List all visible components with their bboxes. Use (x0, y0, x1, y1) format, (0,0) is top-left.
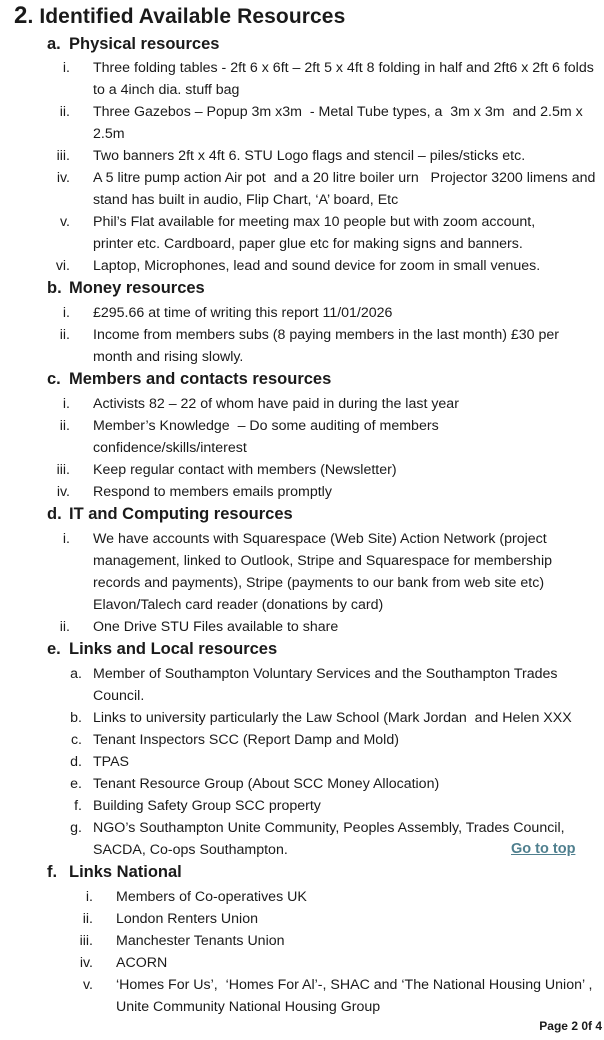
heading-number: 2 (14, 2, 28, 29)
page-number: Page 2 0f 4 (539, 1019, 602, 1033)
page-title (14, 2, 345, 30)
section-heading-physical: a. Physical resources (47, 35, 220, 53)
section-heading-money: b. Money resources (47, 279, 205, 297)
heading-title: . Identified Available Resources (27, 5, 346, 28)
section-heading-national-links: f. Links National (47, 863, 182, 881)
section-heading-members: c. Members and contacts resources (47, 370, 332, 388)
section-heading-it: d. IT and Computing resources (47, 505, 293, 523)
go-to-top-link[interactable]: Go to top (511, 841, 576, 857)
document-page: 2. Identified Available Resources a. Physical resources i. Three folding tables - 2ft 6 x 6ft – 2ft 5 x 4ft 8 folding in half and 2ft6 x 2ft 6 folds to a 4inch dia. stuff bag ii. Three Gazebos – Popup 3m x3m - Metal Tube types, a 3m x 3m and 2.5m x 2.5m iii. Two banners 2ft x 4ft 6. STU Logo flags and stencil – piles/sticks etc. iv. A 5 litre pump action Air pot and a 20 litre boiler urn Projector 3200 limens and stand has built in audio, Flip Chart, ‘A’ board, Etc v. Phil’s Flat available for meeting max 10 people but with zoom account, printer etc. Cardboard, paper glue etc for making signs and banners. vi. Laptop, Microphones, lead and sound device for zoom in small venues. b. Money resources i. £295.66 at time of writing this report 11/01/2026 ii. Income from members subs (8 paying members in the last month) £30 per month and rising slowly. c. Members and contacts resources i. Activists 82 – 22 of whom have paid in during the last year ii. Member’s Knowledge – Do some auditing of members confidence/skills/interest iii. Keep regular contact with members (Newsletter) iv. Respond to members emails promptly d. IT and Computing resources i. We have accounts with Squarespace (Web Site) Action Network (project management, linked to Outlook, Stripe and Squarespace for membership records and payments), Stripe (payments to our bank from web site etc) Elavon/Talech card reader (donations by card) ii. One Drive STU Files available to share e. Links and Local resources a. Member of Southampton Voluntary Services and the Southampton Trades Council. b. Links to university particularly the Law School (Mark Jordan and Helen XXX c. Tenant Inspectors SCC (Report Damp and Mold) d. TPAS e. Tenant Resource Group (About SCC Money Allocation) f. Building Safety Group SCC property g. NGO’s Southampton Unite Community, Peoples Assembly, Trades Council, SACDA, Co-ops Southampton. Go to top f. Links National i. Members of Co-operatives UK ii. London Renters Union iii. Manchester Tenants Union iv. ACORN v. ‘Homes For Us’, ‘Homes For Al’-, SHAC and ‘The National Housing Union’ , Unite Community National Housing Group Page 2 0f 4 (14, 2, 602, 1033)
section-heading-local-links: e. Links and Local resources (47, 640, 278, 658)
